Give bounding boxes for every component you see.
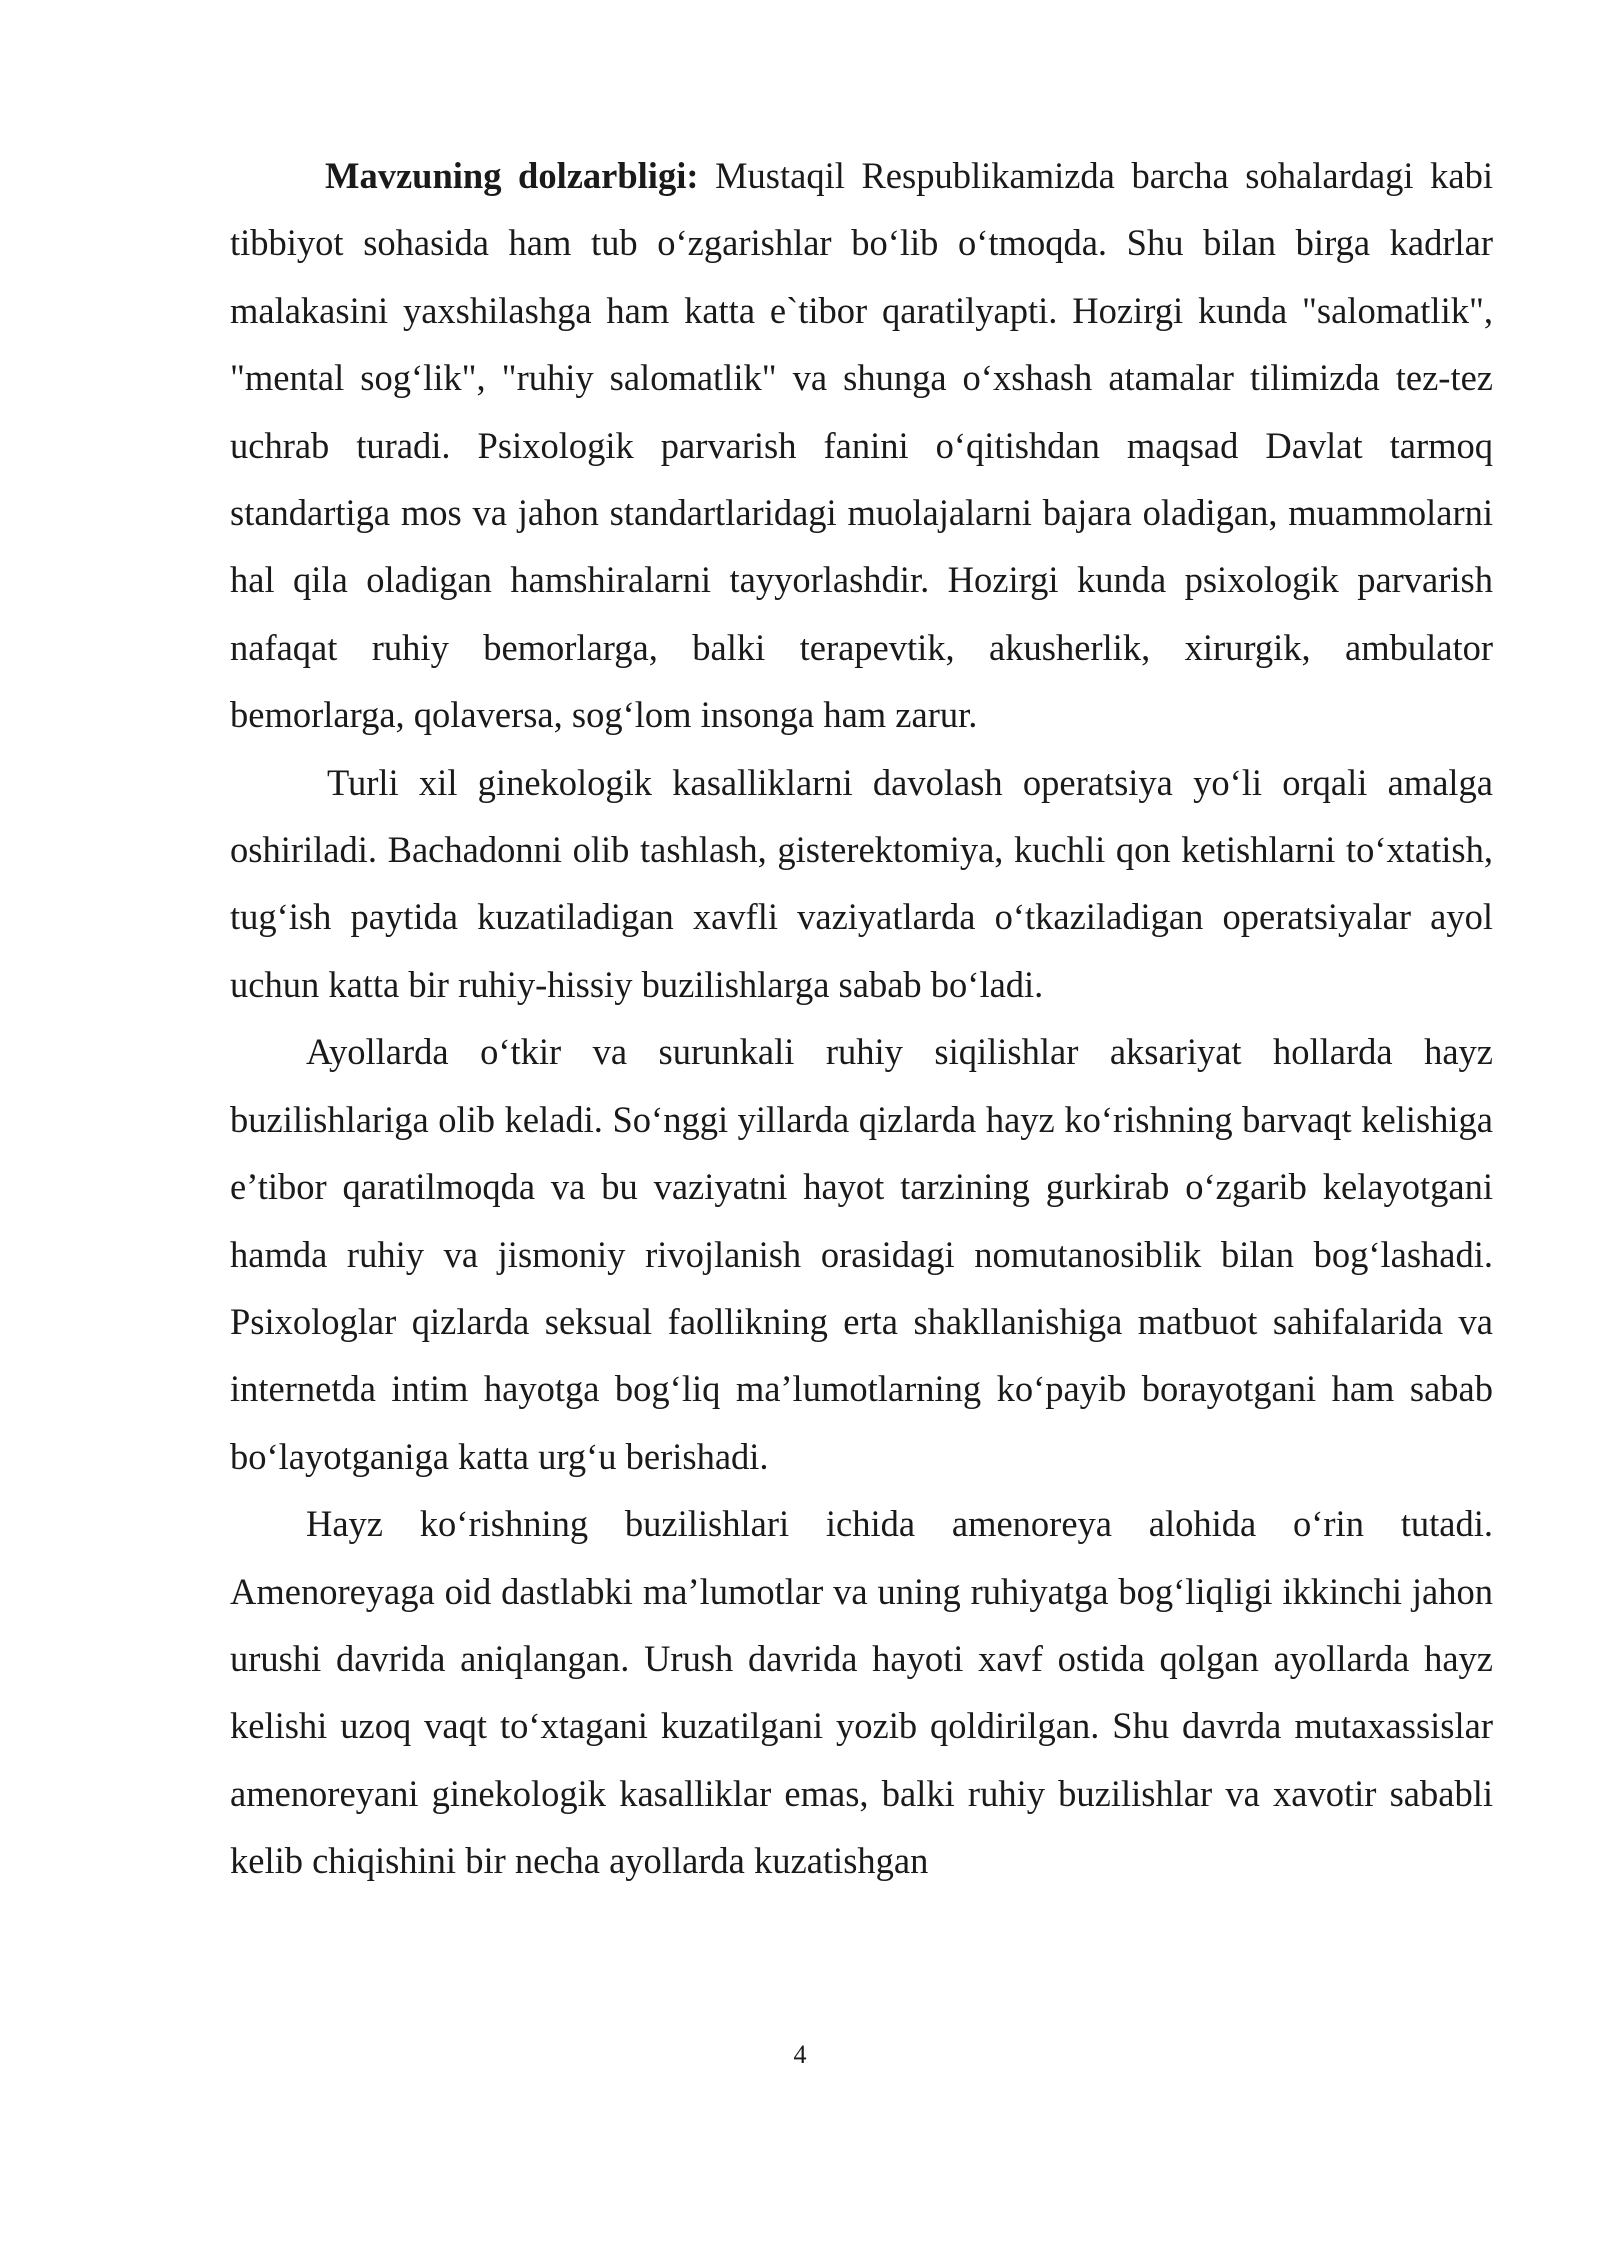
paragraph-relevance bbox=[230, 142, 1493, 749]
paragraph-text: Mustaqil Respublikamizda barcha sohalardagi kabi tibbiyot sohasida ham tub o‘zgarishlar bo‘lib o‘tmoqda. Shu bilan birga kadrlar malakasini yaxshilashga ham katta e`tibor qaratilyapti. Hozirgi kunda "salomatlik", "mental sog‘lik", "ruhiy salomatlik" va shunga o‘xshash atamalar tilimizda tez-tez uchrab turadi. Psixologik parvarish fanini o‘qitishdan maqsad Davlat tarmoq standartiga mos va jahon standartlaridagi muolajalarni bajara oladigan, muammolarni hal qila oladigan hamshiralarni tayyorlashdir. Hozirgi kunda psixologik parvarish nafaqat ruhiy bemorlarga, balki terapevtik, akusherlik, xirurgik, ambulator bemorlarga, qolaversa, sog‘lom insonga ham zarur. bbox=[230, 155, 1493, 736]
document-body bbox=[230, 142, 1493, 1895]
page-number: 4 bbox=[793, 2040, 807, 2069]
paragraph-menstrual-disorders: Ayollarda o‘tkir va surunkali ruhiy siqilishlar aksariyat hollarda hayz buzilishlariga olib keladi. So‘nggi yillarda qizlarda hayz ko‘rishning barvaqt kelishiga e’tibor qaratilmoqda va bu vaziyatni hayot tarzining gurkirab o‘zgarib kelayotgani hamda ruhiy va jismoniy rivojlanish orasidagi nomutanosiblik bilan bog‘lashadi. Psixologlar qizlarda seksual faollikning erta shakllanishiga matbuot sahifalarida va internetda intim hayotga bog‘liq ma’lumotlarning ko‘payib borayotgani ham sabab bo‘layotganiga katta urg‘u berishadi. bbox=[230, 1031, 1493, 1477]
paragraph-gynecologic-operations: Turli xil ginekologik kasalliklarni davolash operatsiya yo‘li orqali amalga oshiriladi. Bachadonni olib tashlash, gisterektomiya, kuchli qon ketishlarni to‘xtatish, tug‘ish paytida kuzatiladigan xavfli vaziyatlarda o‘tkaziladigan operatsiyalar ayol uchun katta bir ruhiy-hissiy buzilishlarga sabab bo‘ladi. bbox=[230, 761, 1493, 1005]
paragraph-amenorrhea: Hayz ko‘rishning buzilishlari ichida amenoreya alohida o‘rin tutadi. Amenoreyaga oid dastlabki ma’lumotlar va uning ruhiyatga bog‘liqligi ikkinchi jahon urushi davrida aniqlangan. Urush davrida hayoti xavf ostida qolgan ayollarda hayz kelishi uzoq vaqt to‘xtagani kuzatilgani yozib qoldirilgan. Shu davrda mutaxassislar amenoreyani ginekologik kasalliklar emas, balki ruhiy buzilishlar va xavotir sababli kelib chiqishini bir necha ayollarda kuzatishgan bbox=[230, 1503, 1493, 1882]
paragraph-lead-heading: Mavzuning dolzarbligi: bbox=[325, 155, 699, 196]
